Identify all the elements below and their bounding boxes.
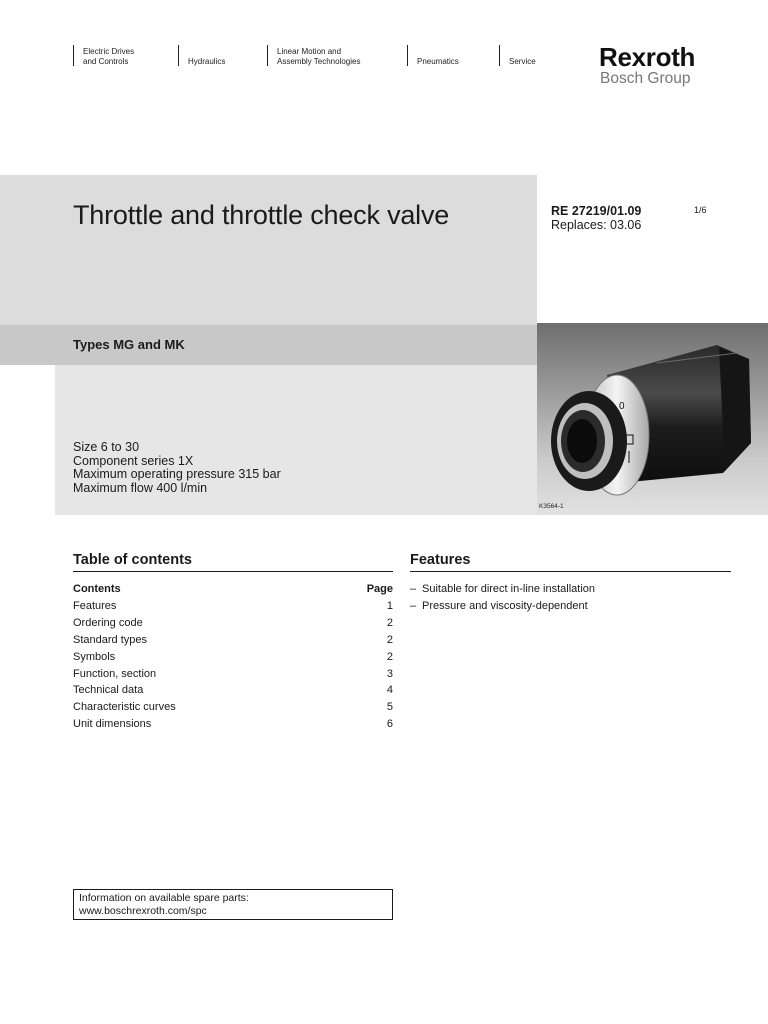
- toc-page: 2: [386, 651, 393, 663]
- toc-title: Standard types: [73, 634, 147, 646]
- toc-title: Function, section: [73, 668, 157, 680]
- toc-title: Ordering code: [73, 617, 143, 629]
- feature-item: [410, 583, 595, 595]
- toc-title: Technical data: [73, 684, 144, 696]
- toc-col-page: Page: [366, 583, 393, 595]
- nav-label: Service: [509, 56, 536, 66]
- toc-row[interactable]: [73, 718, 393, 735]
- toc-row[interactable]: [73, 651, 393, 668]
- photo-code: K3564-1: [539, 503, 564, 510]
- spare-parts-link[interactable]: www.boschrexroth.com/spc: [79, 905, 207, 917]
- brand-group: Bosch Group: [600, 70, 691, 87]
- nav-label: Linear Motion and Assembly Technologies: [277, 47, 361, 66]
- nav-label: Hydraulics: [188, 56, 226, 66]
- page-title: Throttle and throttle check valve: [73, 200, 450, 230]
- specs-list: [73, 441, 281, 495]
- spec-size: Size 6 to 30: [73, 440, 140, 454]
- toc-page: 2: [386, 634, 393, 646]
- page-indicator: 1/6: [694, 205, 707, 215]
- product-photo: [537, 323, 768, 515]
- toc-title: Symbols: [73, 651, 116, 663]
- toc-row[interactable]: [73, 617, 393, 634]
- feature-dash: –: [410, 583, 417, 595]
- nav-service[interactable]: [499, 45, 536, 66]
- valve-illustration: [537, 323, 768, 515]
- spec-series: Component series 1X: [73, 453, 194, 468]
- doc-number: RE 27219/01.09: [551, 204, 642, 218]
- toc-row[interactable]: [73, 701, 393, 718]
- nav-label: Pneumatics: [417, 56, 459, 66]
- nav-electric-drives[interactable]: [73, 45, 135, 66]
- toc-page: 3: [386, 668, 393, 680]
- feature-dash: –: [410, 600, 417, 612]
- toc-page: 1: [386, 600, 393, 612]
- toc-col-contents: Contents: [73, 583, 121, 595]
- toc-header-row: [73, 583, 393, 600]
- feature-text: Pressure and viscosity-dependent: [422, 600, 588, 612]
- nav-linear-motion[interactable]: [267, 45, 361, 66]
- spec-pressure: Maximum operating pressure 315 bar: [73, 467, 281, 481]
- toc-row[interactable]: [73, 684, 393, 701]
- nav-pneumatics[interactable]: [407, 45, 459, 66]
- brand-logo: Rexroth: [599, 42, 696, 72]
- toc-title: Features: [73, 600, 117, 612]
- nav-label: Electric Drives and Controls: [83, 47, 135, 66]
- spec-flow: Maximum flow 400 l/min: [73, 480, 208, 495]
- toc-page: 2: [386, 617, 393, 629]
- toc-page: 5: [386, 701, 393, 713]
- title-band: [0, 175, 537, 325]
- nav-hydraulics[interactable]: [178, 45, 226, 66]
- toc-row[interactable]: [73, 668, 393, 685]
- feature-item: [410, 600, 588, 612]
- svg-text:0: 0: [619, 401, 625, 412]
- types-label: Types MG and MK: [73, 337, 185, 352]
- replaces-note: Replaces: 03.06: [551, 218, 642, 232]
- spare-parts-box: [73, 889, 393, 920]
- features-heading: Features: [410, 552, 471, 568]
- features-rule: [410, 571, 731, 572]
- toc-row[interactable]: [73, 600, 393, 617]
- toc-page: 6: [386, 718, 393, 730]
- spare-parts-info: Information on available spare parts:: [79, 892, 249, 904]
- toc-title: Unit dimensions: [73, 718, 152, 730]
- toc-title: Characteristic curves: [73, 701, 176, 713]
- toc-heading: Table of contents: [73, 552, 192, 568]
- toc-page: 4: [386, 684, 393, 696]
- feature-text: Suitable for direct in-line installation: [422, 583, 596, 595]
- toc-rule: [73, 571, 393, 572]
- toc-row[interactable]: [73, 634, 393, 651]
